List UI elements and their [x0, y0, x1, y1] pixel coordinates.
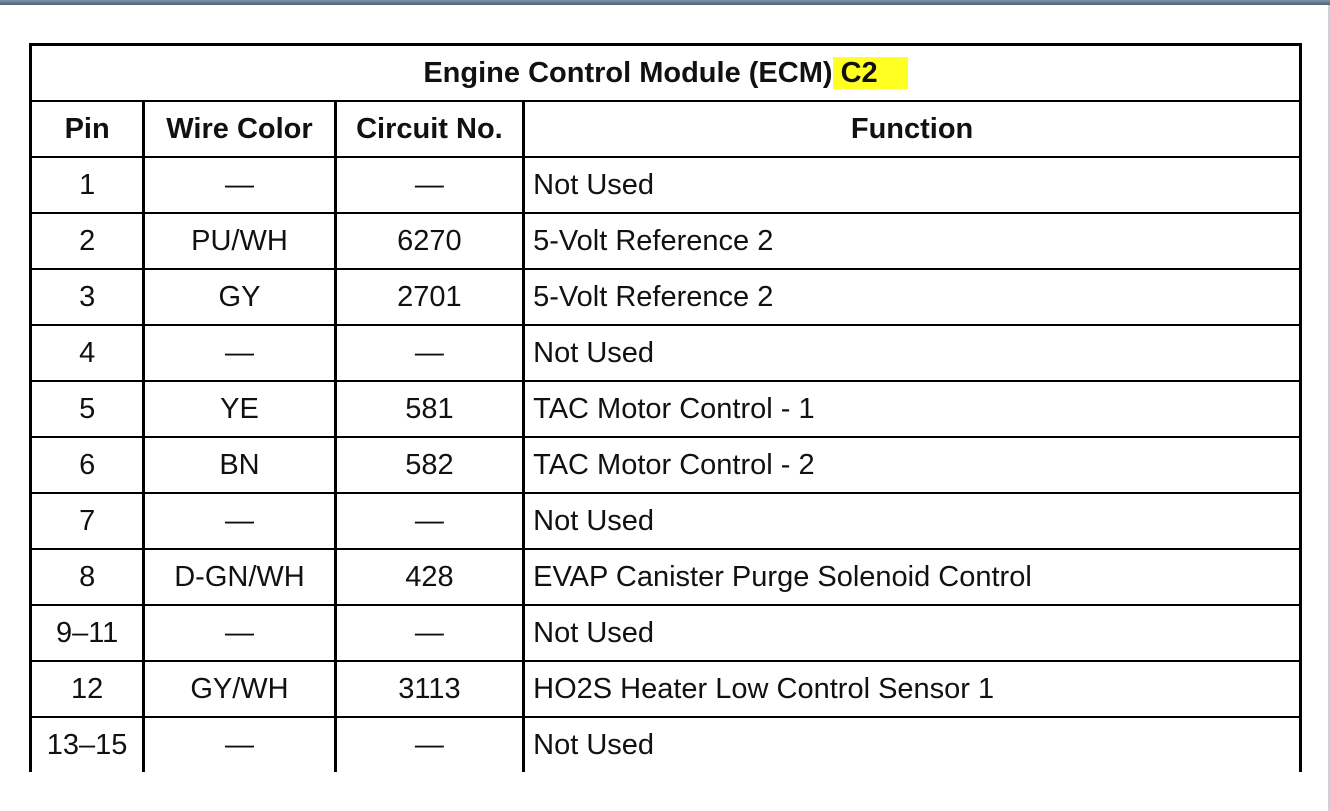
pin-cell: 9–11 — [31, 605, 144, 661]
wire-color-cell: YE — [144, 381, 335, 437]
function-cell: Not Used — [524, 605, 1301, 661]
function-cell: Not Used — [524, 157, 1301, 213]
column-header-function: Function — [524, 101, 1301, 157]
pin-cell: 3 — [31, 269, 144, 325]
circuit-cell: 582 — [335, 437, 523, 493]
table-row — [31, 661, 1301, 717]
circuit-cell: 6270 — [335, 213, 523, 269]
function-cell: Not Used — [524, 493, 1301, 549]
function-cell: 5-Volt Reference 2 — [524, 213, 1301, 269]
function-cell: Not Used — [524, 717, 1301, 772]
table-row — [31, 717, 1301, 772]
circuit-cell: — — [335, 325, 523, 381]
column-header-pin: Pin — [31, 101, 144, 157]
pin-cell: 5 — [31, 381, 144, 437]
function-cell: Not Used — [524, 325, 1301, 381]
table-row — [31, 493, 1301, 549]
table-title-text: Engine Control Module (ECM) — [423, 56, 833, 89]
wire-color-cell: BN — [144, 437, 335, 493]
wire-color-cell: GY/WH — [144, 661, 335, 717]
table-row — [31, 269, 1301, 325]
function-cell: TAC Motor Control - 1 — [524, 381, 1301, 437]
ecm-connector-table — [29, 43, 1302, 772]
circuit-cell: 2701 — [335, 269, 523, 325]
circuit-cell: 3113 — [335, 661, 523, 717]
pin-cell: 6 — [31, 437, 144, 493]
wire-color-cell: — — [144, 325, 335, 381]
table-row — [31, 437, 1301, 493]
table-row — [31, 213, 1301, 269]
wire-color-cell: D-GN/WH — [144, 549, 335, 605]
wire-color-cell: GY — [144, 269, 335, 325]
pin-cell: 2 — [31, 213, 144, 269]
table-title — [31, 45, 1301, 102]
pin-cell: 7 — [31, 493, 144, 549]
table-row — [31, 157, 1301, 213]
column-header-circuit-no: Circuit No. — [335, 101, 523, 157]
connector-id-highlight — [833, 57, 908, 89]
table-row — [31, 381, 1301, 437]
pin-cell: 1 — [31, 157, 144, 213]
pin-cell: 13–15 — [31, 717, 144, 772]
function-cell: EVAP Canister Purge Solenoid Control — [524, 549, 1301, 605]
wire-color-cell: — — [144, 717, 335, 772]
column-header-row — [31, 101, 1301, 157]
function-cell: HO2S Heater Low Control Sensor 1 — [524, 661, 1301, 717]
wire-color-cell: — — [144, 157, 335, 213]
wire-color-cell: PU/WH — [144, 213, 335, 269]
table-title-row — [31, 45, 1301, 102]
connector-id: C2 — [840, 56, 878, 89]
wire-color-cell: — — [144, 493, 335, 549]
column-header-wire-color: Wire Color — [144, 101, 335, 157]
function-cell: 5-Volt Reference 2 — [524, 269, 1301, 325]
pin-cell: 4 — [31, 325, 144, 381]
function-cell: TAC Motor Control - 2 — [524, 437, 1301, 493]
circuit-cell: — — [335, 605, 523, 661]
pin-cell: 8 — [31, 549, 144, 605]
circuit-cell: — — [335, 717, 523, 772]
pin-cell: 12 — [31, 661, 144, 717]
wire-color-cell: — — [144, 605, 335, 661]
table-row — [31, 605, 1301, 661]
window-top-bar — [0, 0, 1330, 5]
table-row — [31, 325, 1301, 381]
circuit-cell: 428 — [335, 549, 523, 605]
circuit-cell: 581 — [335, 381, 523, 437]
table-row — [31, 549, 1301, 605]
circuit-cell: — — [335, 493, 523, 549]
circuit-cell: — — [335, 157, 523, 213]
